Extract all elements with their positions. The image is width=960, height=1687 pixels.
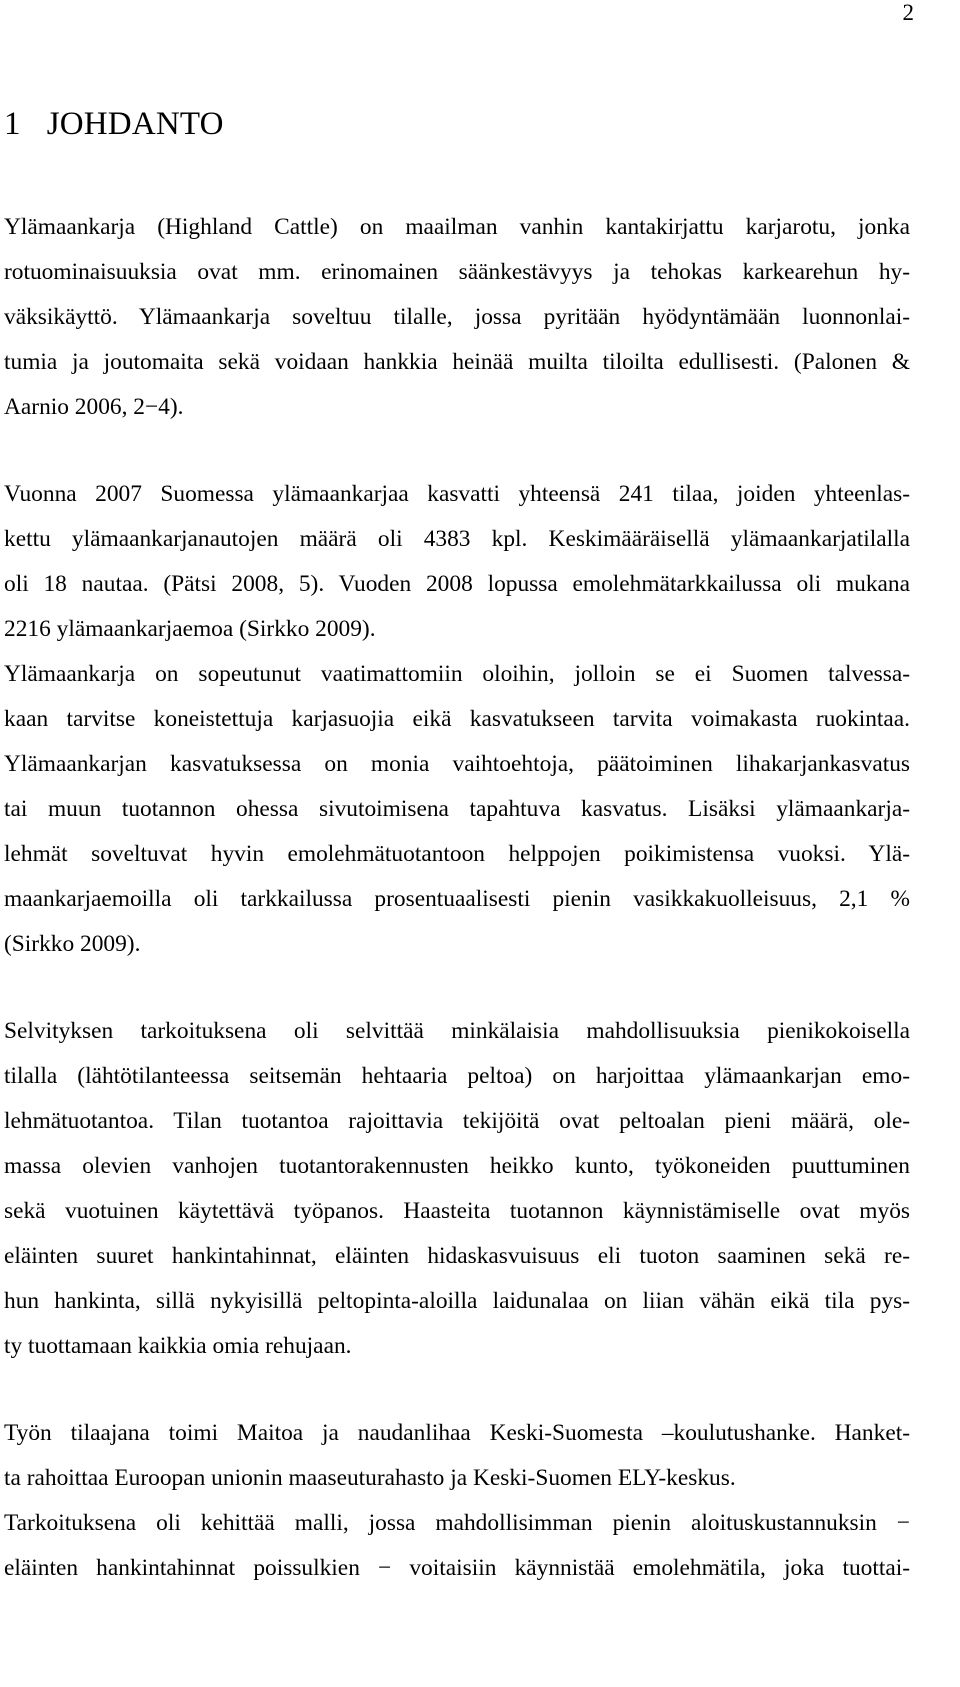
text-line: Ylämaankarja (Highland Cattle) on maailman vanhin kantakirjattu karjarotu, jonka [4, 214, 910, 240]
text-line: tumia ja joutomaita sekä voidaan hankkia heinää muilta tiloilta edullisesti. (Palonen & [4, 349, 910, 375]
text-line: rotuominaisuuksia ovat mm. erinomainen säänkestävyys ja tehokas karkearehun hy- [4, 259, 910, 285]
text-line: ty tuottamaan kaikkia omia rehujaan. [4, 1333, 352, 1359]
text-line: tilalla (lähtötilanteessa seitsemän hehtaaria peltoa) on harjoittaa ylämaankarjan emo- [4, 1063, 910, 1089]
text-line: Vuonna 2007 Suomessa ylämaankarjaa kasvatti yhteensä 241 tilaa, joiden yhteenlas- [4, 481, 910, 507]
text-line: kettu ylämaankarjanautojen määrä oli 4383 kpl. Keskimääräisellä ylämaankarjatilalla [4, 526, 910, 552]
text-line: tai muun tuotannon ohessa sivutoimisena tapahtuva kasvatus. Lisäksi ylämaankarja- [4, 796, 910, 822]
text-line: ta rahoittaa Euroopan unionin maaseuturahasto ja Keski-Suomen ELY-keskus. [4, 1465, 736, 1491]
page-number: 2 [902, 0, 914, 25]
text-line: hun hankinta, sillä nykyisillä peltopinta-aloilla laidunalaa on liian vähän eikä tila pys- [4, 1288, 910, 1314]
text-line: (Sirkko 2009). [4, 931, 141, 957]
text-line: sekä vuotuinen käytettävä työpanos. Haasteita tuotannon käynnistämiselle ovat myös [4, 1198, 910, 1224]
text-line: Selvityksen tarkoituksena oli selvittää minkälaisia mahdollisuuksia pienikokoisella [4, 1018, 910, 1044]
text-line: 2216 ylämaankarjaemoa (Sirkko 2009). [4, 616, 376, 642]
text-line: väksikäyttö. Ylämaankarja soveltuu tilalle, jossa pyritään hyödyntämään luonnonlai- [4, 304, 910, 330]
text-line: Tarkoituksena oli kehittää malli, jossa mahdollisimman pienin aloituskustannuksin − [4, 1510, 910, 1536]
section-number: 1 [4, 106, 21, 142]
text-line: massa olevien vanhojen tuotantorakennusten heikko kunto, työkoneiden puuttuminen [4, 1153, 910, 1179]
text-line: Työn tilaajana toimi Maitoa ja naudanlihaa Keski-Suomesta –koulutushanke. Hanket- [4, 1420, 910, 1446]
text-line: Ylämaankarja on sopeutunut vaatimattomiin oloihin, jolloin se ei Suomen talvessa- [4, 661, 910, 687]
text-line: lehmät soveltuvat hyvin emolehmätuotantoon helppojen poikimistensa vuoksi. Ylä- [4, 841, 910, 867]
section-title: JOHDANTO [46, 106, 224, 142]
section-heading [4, 104, 224, 144]
text-line: maankarjaemoilla oli tarkkailussa prosentuaalisesti pienin vasikkakuolleisuus, 2,1 % [4, 886, 910, 912]
text-line: oli 18 nautaa. (Pätsi 2008, 5). Vuoden 2008 lopussa emolehmätarkkailussa oli mukana [4, 571, 910, 597]
text-line: lehmätuotantoa. Tilan tuotantoa rajoittavia tekijöitä ovat peltoalan pieni määrä, ole- [4, 1108, 910, 1134]
text-line: eläinten suuret hankintahinnat, eläinten hidaskasvuisuus eli tuoton saaminen sekä re- [4, 1243, 910, 1269]
text-line: Aarnio 2006, 2−4). [4, 394, 184, 420]
text-line: eläinten hankintahinnat poissulkien − voitaisiin käynnistää emolehmätila, joka tuottai- [4, 1555, 910, 1581]
text-line: Ylämaankarjan kasvatuksessa on monia vaihtoehtoja, päätoiminen lihakarjankasvatus [4, 751, 910, 777]
text-line: kaan tarvitse koneistettuja karjasuojia eikä kasvatukseen tarvita voimakasta ruokintaa. [4, 706, 910, 732]
